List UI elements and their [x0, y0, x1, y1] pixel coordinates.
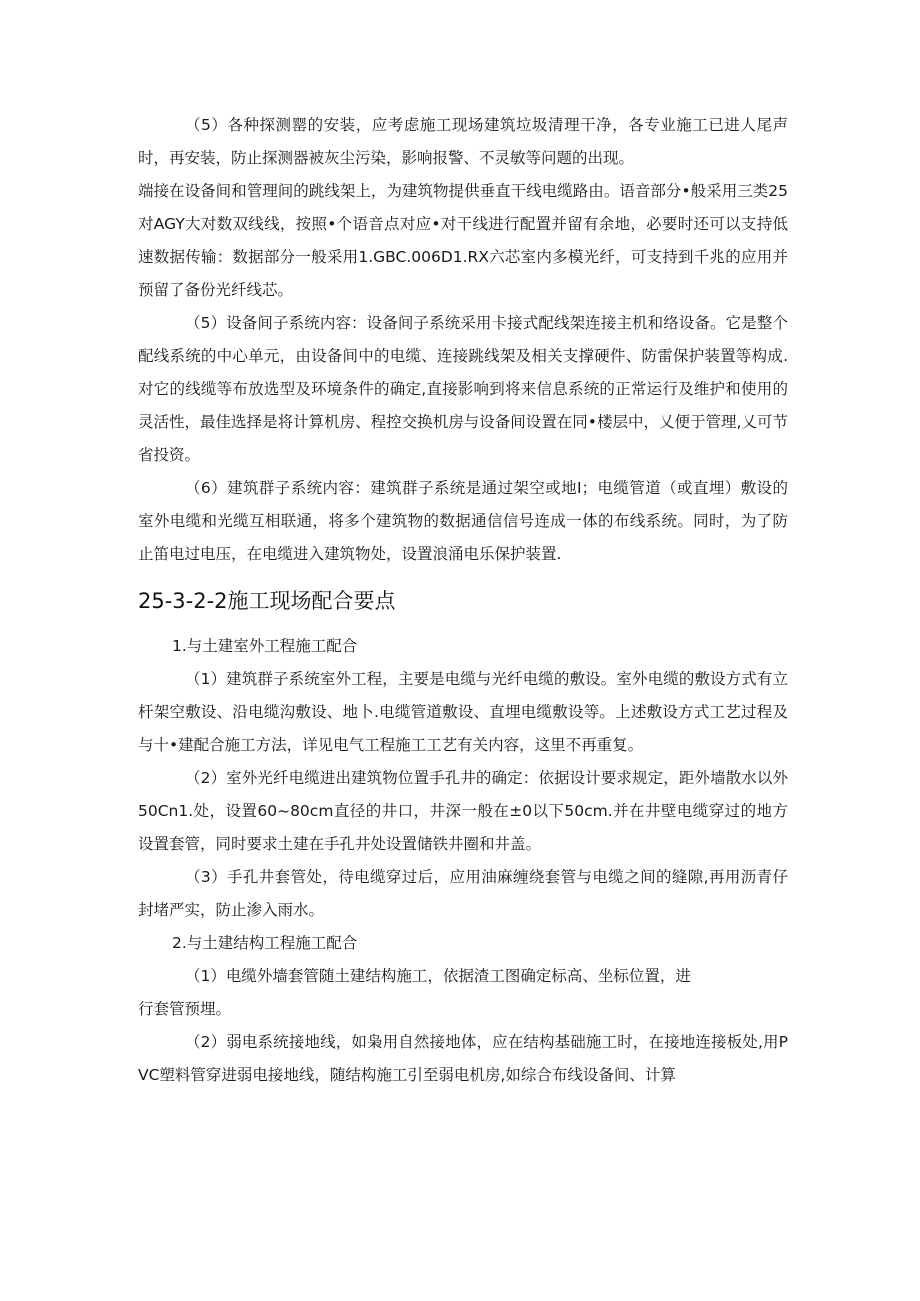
paragraph-p11: 行套管预埋。	[138, 1000, 232, 1018]
paragraph-p12: （2）弱电系统接地线，如枭用自然接地体，应在结构基础施工时，在接地连接板处,用PVC塑料管穿进弱电接地线，随结构施工引至弱电机房,如综合布线设备间、计算	[138, 1033, 788, 1084]
paragraph-p2: 端接在设备间和管理间的跳线架上，为建筑物提供垂直干线电缆路由。语音部分•般采用三类25对AGY大对数双线线，按照•个语音点对应•对干线进行配置并留有余地，必要时还可以支持低速数据传输：数据部分一般采用1.GBC.006D1.RX六芯室内多模光纤，可支持到千兆的应用并预留了备份光纤线芯。	[138, 182, 788, 299]
document-body	[138, 109, 788, 1092]
paragraph-p8: （3）手孔井套管处，待电缆穿过后，应用油麻缠绕套管与电缆之间的缝隙,再用沥青仔封堵严实，防止渗入雨水。	[138, 868, 788, 919]
paragraph-p1: （5）各种探测罂的安装，应考虑施工现场建筑垃圾清理干净，各专业施工已进人尾声时，再安装，防止探测器被灰尘污染，影响报警、不灵敏等问题的出现。	[138, 116, 788, 167]
paragraph-p6: （1）建筑群子系统室外工程，主要是电缆与光纤电缆的敷设。室外电缆的敷设方式有立杆架空敷设、沿电缆沟敷设、地卜.电缆管道敷设、直埋电缆敷设等。上述敷设方式工艺过程及与十•建配合施工方法，详见电气工程施工工艺有关内容，这里不再重复。	[138, 670, 788, 754]
bottom-paragraphs	[138, 630, 788, 1092]
paragraph-p9: 2.与土建结构工程施工配合	[172, 934, 358, 952]
paragraph-p10: （1）电缆外墙套管随土建结构施工，依据渣工图确定标高、坐标位置，进	[185, 967, 691, 985]
paragraph-p7: （2）室外光纤电缆进出建筑物位置手孔井的确定：依据设计要求规定，距外墙散水以外50Cn1.处，设置60~80cm直径的井口，井深一般在±0以下50cm.并在井壁电缆穿过的地方设置套管，同时要求土建在手孔井处设置储铁井圈和井盖。	[138, 769, 788, 853]
top-paragraphs	[138, 109, 788, 571]
paragraph-p4: （6）建筑群子系统内容：建筑群子系统是通过架空或地I；电缆管道（或直埋）敷设的室外电缆和光缆互相联通，将多个建筑物的数据通信信号连成一体的布线系统。同时，为了防止笛电过电压，在电缆进入建筑物处，设置浪涌电乐保护装置.	[138, 479, 788, 563]
paragraph-p3: （5）设备间子系统内容：设备间子系统采用卡接式配线架连接主机和络设备。它是整个配线系统的中心单元，由设备间中的电缆、连接跳线架及相关支撑硬件、防雷保护装置等构成.对它的线缆等布放选型及环境条件的确定,直接影响到将来信息系统的正常运行及维护和使用的灵活性，最佳选择是将计算机房、程控交换机房与设备间设置在同•楼层中，乂便于管理,乂可节省投资。	[138, 314, 788, 464]
paragraph-p5: 1.与土建室外工程施工配合	[172, 637, 358, 655]
section-heading: 25-3-2-2施工现场配合要点	[138, 589, 396, 613]
